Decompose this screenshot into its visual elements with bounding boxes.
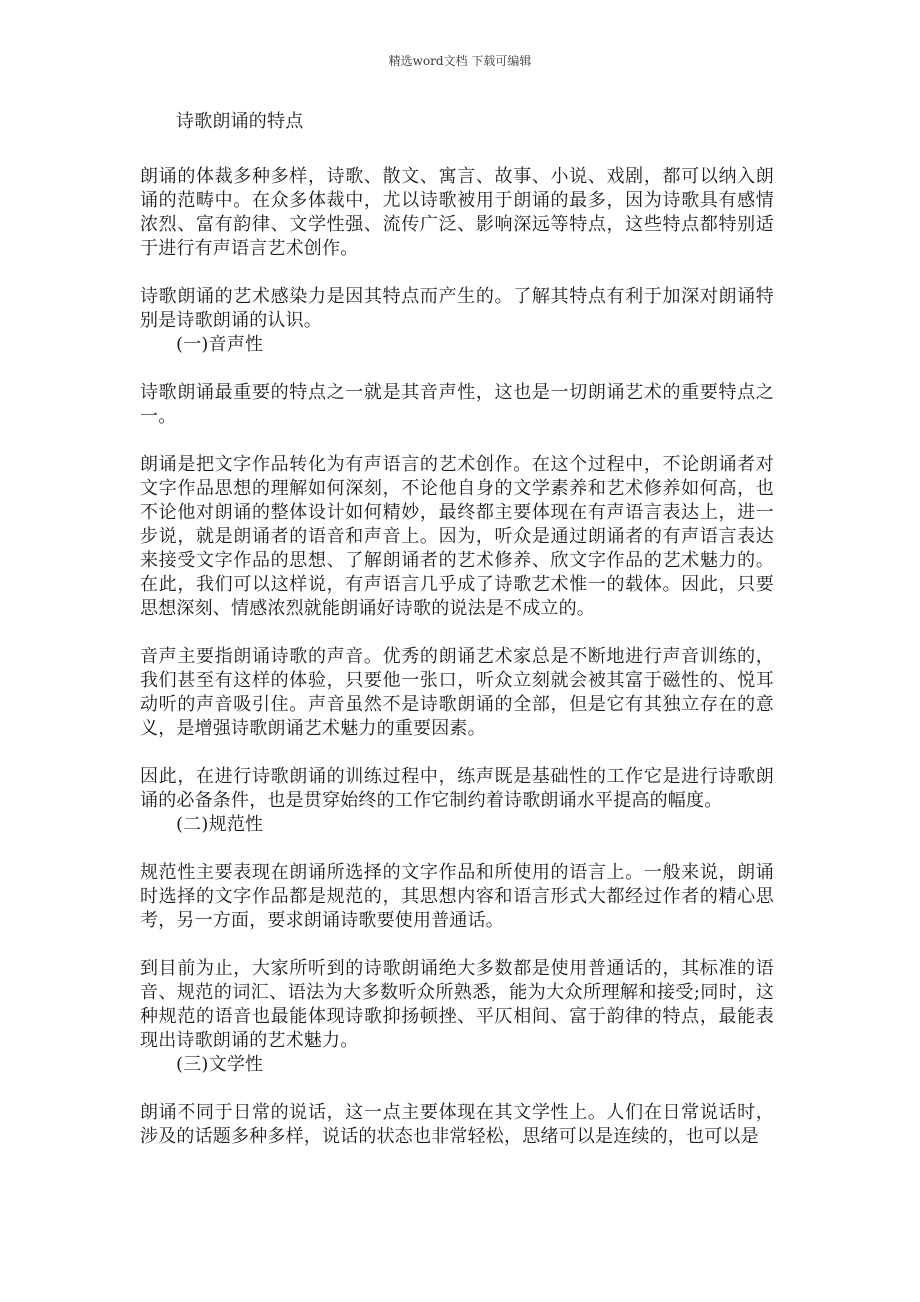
spacer [140,261,774,285]
paragraph-norm-mandarin: 到目前为止，大家所听到的诗歌朗诵绝大多数都是使用普通话的，其标准的语音、规范的词汇、语法为大多数听众所熟悉，能为大众所理解和接受;同时，这种规范的语音也最能体现诗歌抑扬顿挫、平仄相间、富于韵律的特点，最能表现出诗歌朗诵的艺术魅力。 [140,958,774,1051]
paragraph-intro: 朗诵的体裁多种多样，诗歌、散文、寓言、故事、小说、戏剧，都可以纳入朗诵的范畴中。在众多体裁中，尤以诗歌被用于朗诵的最多，因为诗歌具有感情浓烈、富有韵律、文学性强、流传广泛、影响深远等特点，这些特点都特别适于进行有声语言艺术创作。 [140,166,774,259]
paragraph-sound-creation: 朗诵是把文字作品转化为有声语言的艺术创作。在这个过程中，不论朗诵者对文字作品思想的理解如何深刻，不论他自身的文学素养和艺术修养如何高，也不论他对朗诵的整体设计如何精妙，最终都主要体现在有声语言表达上，进一步说，就是朗诵者的语音和声音上。因为，听众是通过朗诵者的有声语言表达来接受文字作品的思想、了解朗诵者的艺术修养、欣文字作品的艺术魅力的。在此，我们可以这样说，有声语言几乎成了诗歌艺术惟一的载体。因此，只要思想深刻、情感浓烈就能朗诵好诗歌的说法是不成立的。 [140,454,774,619]
paragraph-sound-training: 因此，在进行诗歌朗诵的训练过程中，练声既是基础性的工作它是进行诗歌朗诵的必备条件，也是贯穿始终的工作它制约着诗歌朗诵水平提高的幅度。 [140,766,774,811]
paragraph-sound-voice: 音声主要指朗诵诗歌的声音。优秀的朗诵艺术家总是不断地进行声音训练的，我们甚至有这样的体验，只要他一张口，听众立刻就会被其富于磁性的、悦耳动听的声音吸引住。声音虽然不是诗歌朗诵的全部，但是它有其独立存在的意义，是增强诗歌朗诵艺术魅力的重要因素。 [140,646,774,739]
spacer [140,429,774,453]
spacer [140,621,774,645]
spacer [140,1077,774,1101]
document-body [140,110,774,1149]
spacer [140,933,774,957]
section-heading-sound: (一)音声性 [176,334,264,355]
spacer [140,741,774,765]
section-heading-norm: (二)规范性 [176,814,264,835]
paragraph-norm-intro: 规范性主要表现在朗诵所选择的文字作品和所使用的语言上。一般来说，朗诵时选择的文字作品都是规范的，其思想内容和语言形式大都经过作者的精心思考，另一方面，要求朗诵诗歌要使用普通话。 [140,862,774,931]
section-heading-literary: (三)文学性 [176,1054,264,1075]
paragraph-literary-intro: 朗诵不同于日常的说话，这一点主要体现在其文学性上。人们在日常说话时，涉及的话题多种多样，说话的状态也非常轻松，思绪可以是连续的，也可以是 [140,1102,774,1147]
paragraph-appeal: 诗歌朗诵的艺术感染力是因其特点而产生的。了解其特点有利于加深对朗诵特别是诗歌朗诵的认识。 [140,286,774,331]
document-title: 诗歌朗诵的特点 [176,111,304,132]
paragraph-sound-intro: 诗歌朗诵最重要的特点之一就是其音声性，这也是一切朗诵艺术的重要特点之一。 [140,382,774,427]
spacer [140,357,774,381]
page-header-watermark: 精选word文档 下载可编辑 [388,54,532,68]
spacer [140,134,774,165]
spacer [140,837,774,861]
